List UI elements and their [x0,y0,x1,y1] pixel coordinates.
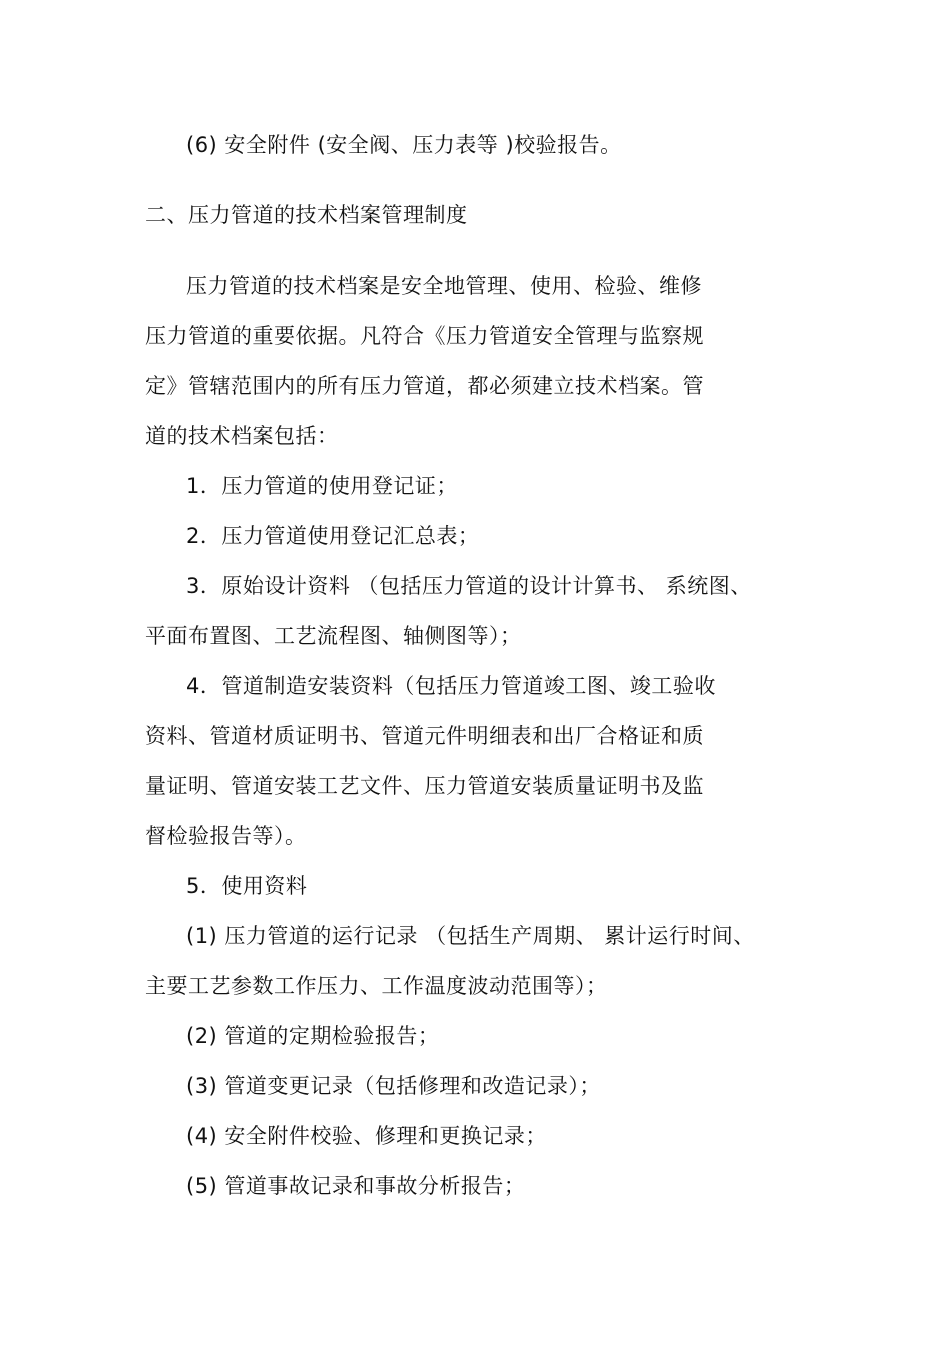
section-heading: 二、压力管道的技术档案管理制度 [145,203,468,227]
list-item-continuation: 量证明、管道安装工艺文件、压力管道安装质量证明书及监 [145,774,704,798]
list-item-continuation: 平面布置图、工艺流程图、轴侧图等）； [145,624,522,648]
list-item-continuation: 督检验报告等）。 [145,824,307,848]
sub-list-item: (2) 管道的定期检验报告； [186,1024,440,1048]
list-item: 4．管道制造安装资料（包括压力管道竣工图、竣工验收 [186,674,716,698]
paragraph-line: 压力管道的技术档案是安全地管理、使用、检验、维修 [186,274,702,298]
paragraph-line: 定》管辖范围内的所有压力管道，都必须建立技术档案。管 [145,374,704,398]
list-item: 1．压力管道的使用登记证； [186,474,458,498]
list-item: 5．使用资料 [186,874,308,898]
sub-list-item: (1) 压力管道的运行记录 （包括生产周期、 累计运行时间、 [186,924,755,948]
sub-list-item: (5) 管道事故记录和事故分析报告； [186,1174,526,1198]
item-6-safety-accessories: (6) 安全附件 (安全阀、压力表等 )校验报告。 [186,133,622,157]
list-item: 3．原始设计资料 （包括压力管道的设计计算书、 系统图、 [186,574,752,598]
paragraph-line: 压力管道的重要依据。凡符合《压力管道安全管理与监察规 [145,324,704,348]
sub-list-item: (3) 管道变更记录（包括修理和改造记录）； [186,1074,601,1098]
sub-list-item: (4) 安全附件校验、修理和更换记录； [186,1124,547,1148]
list-item-continuation: 资料、管道材质证明书、管道元件明细表和出厂合格证和质 [145,724,704,748]
list-item: 2．压力管道使用登记汇总表； [186,524,480,548]
sub-list-item-continuation: 主要工艺参数工作压力、工作温度波动范围等）； [145,974,608,998]
paragraph-line: 道的技术档案包括： [145,424,339,448]
